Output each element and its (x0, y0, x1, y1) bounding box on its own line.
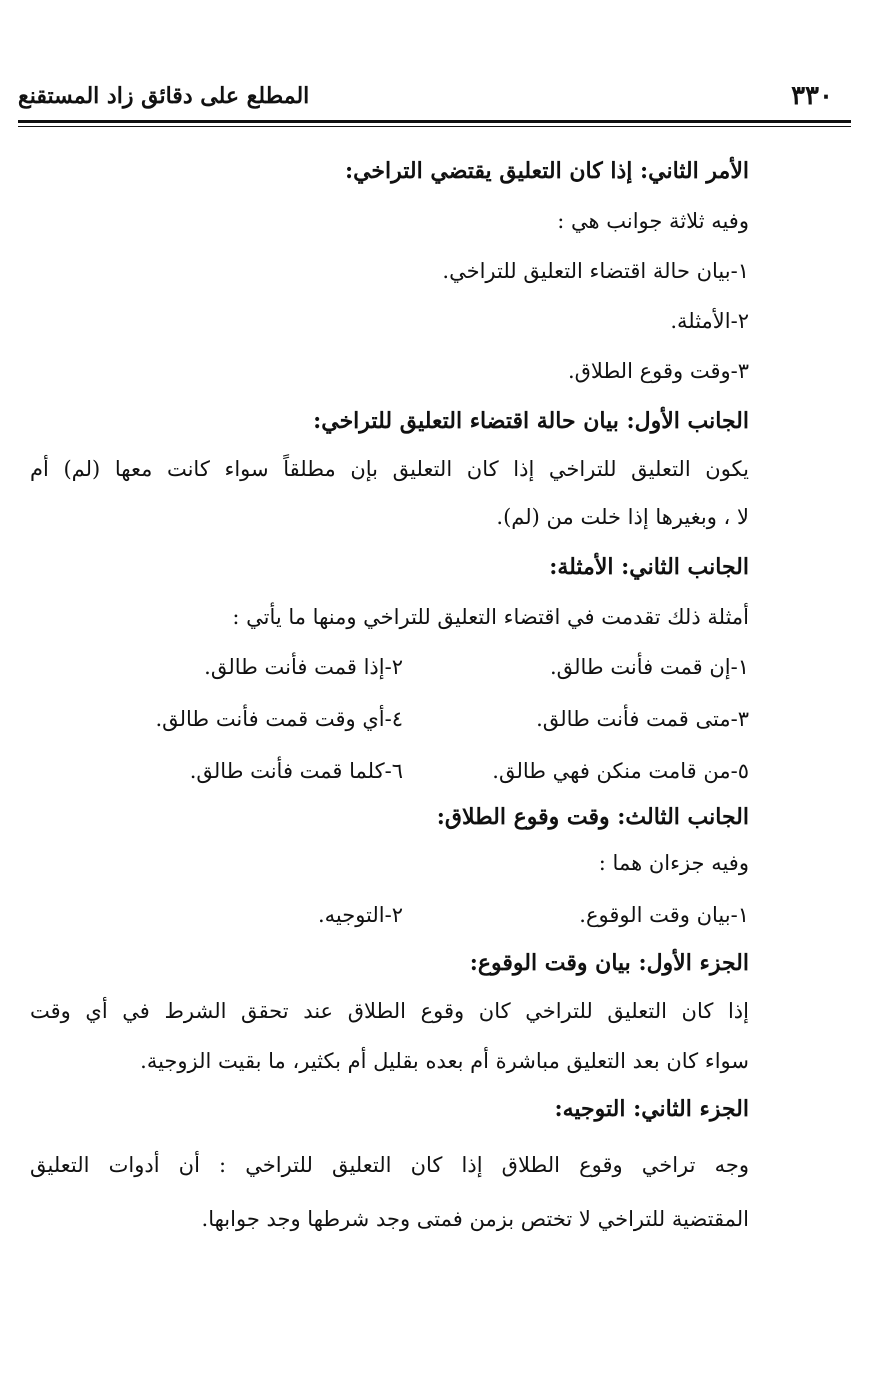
subsection-heading: الجانب الأول: بيان حالة اقتضاء التعليق للتراخي: (313, 408, 749, 434)
intro-text: أمثلة ذلك تقدمت في اقتضاء التعليق للتراخي ومنها ما يأتي : (232, 605, 749, 629)
subsection-heading: الجانب الثالث: وقت وقوع الطلاق: (436, 804, 749, 830)
book-title: المطلع على دقائق زاد المستقنع (18, 83, 310, 109)
paragraph-line: لا ، وبغيرها إذا خلت من (لم). (496, 505, 749, 529)
list-item: ٢-الأمثلة. (670, 309, 749, 333)
list-item: ٣-وقت وقوع الطلاق. (567, 359, 749, 383)
list-item: ١-بيان حالة اقتضاء التعليق للتراخي. (442, 259, 749, 283)
subsection-heading: الجزء الأول: بيان وقت الوقوع: (469, 950, 749, 976)
example-item: ٥-من قامت منكن فهي طالق. (492, 759, 749, 783)
example-item: ١-إن قمت فأنت طالق. (549, 655, 749, 679)
intro-text: وفيه جزءان هما : (598, 851, 749, 875)
list-item: ٢-التوجيه. (317, 903, 403, 927)
subsection-heading: الجانب الثاني: الأمثلة: (549, 554, 749, 580)
page-header (18, 80, 833, 116)
intro-text: وفيه ثلاثة جوانب هي : (557, 209, 749, 233)
header-rule-thick (18, 120, 851, 123)
example-item: ٢-إذا قمت فأنت طالق. (204, 655, 403, 679)
paragraph-line: سواء كان بعد التعليق مباشرة أم بعده بقليل أم بكثير، ما بقيت الزوجية. (140, 1049, 749, 1073)
subsection-heading: الجزء الثاني: التوجيه: (554, 1096, 749, 1122)
example-item: ٣-متى قمت فأنت طالق. (536, 707, 749, 731)
paragraph-line: يكون التعليق للتراخي إذا كان التعليق بإن مطلقاً سواء كانت معها (لم) أم (30, 457, 749, 481)
paragraph-line: المقتضية للتراخي لا تختص بزمن فمتى وجد شرطها وجد جوابها. (201, 1207, 749, 1231)
header-rule-thin (18, 126, 851, 127)
section-heading: الأمر الثاني: إذا كان التعليق يقتضي التراخي: (344, 158, 749, 184)
paragraph-line: إذا كان التعليق للتراخي كان وقوع الطلاق عند تحقق الشرط في أي وقت (30, 999, 749, 1023)
list-item: ١-بيان وقت الوقوع. (579, 903, 749, 927)
page-number: ٣٣٠ (791, 81, 833, 111)
example-item: ٦-كلما قمت فأنت طالق. (189, 759, 403, 783)
example-item: ٤-أي وقت قمت فأنت طالق. (155, 707, 403, 731)
paragraph-line: وجه تراخي وقوع الطلاق إذا كان التعليق للتراخي : أن أدوات التعليق (30, 1153, 749, 1177)
